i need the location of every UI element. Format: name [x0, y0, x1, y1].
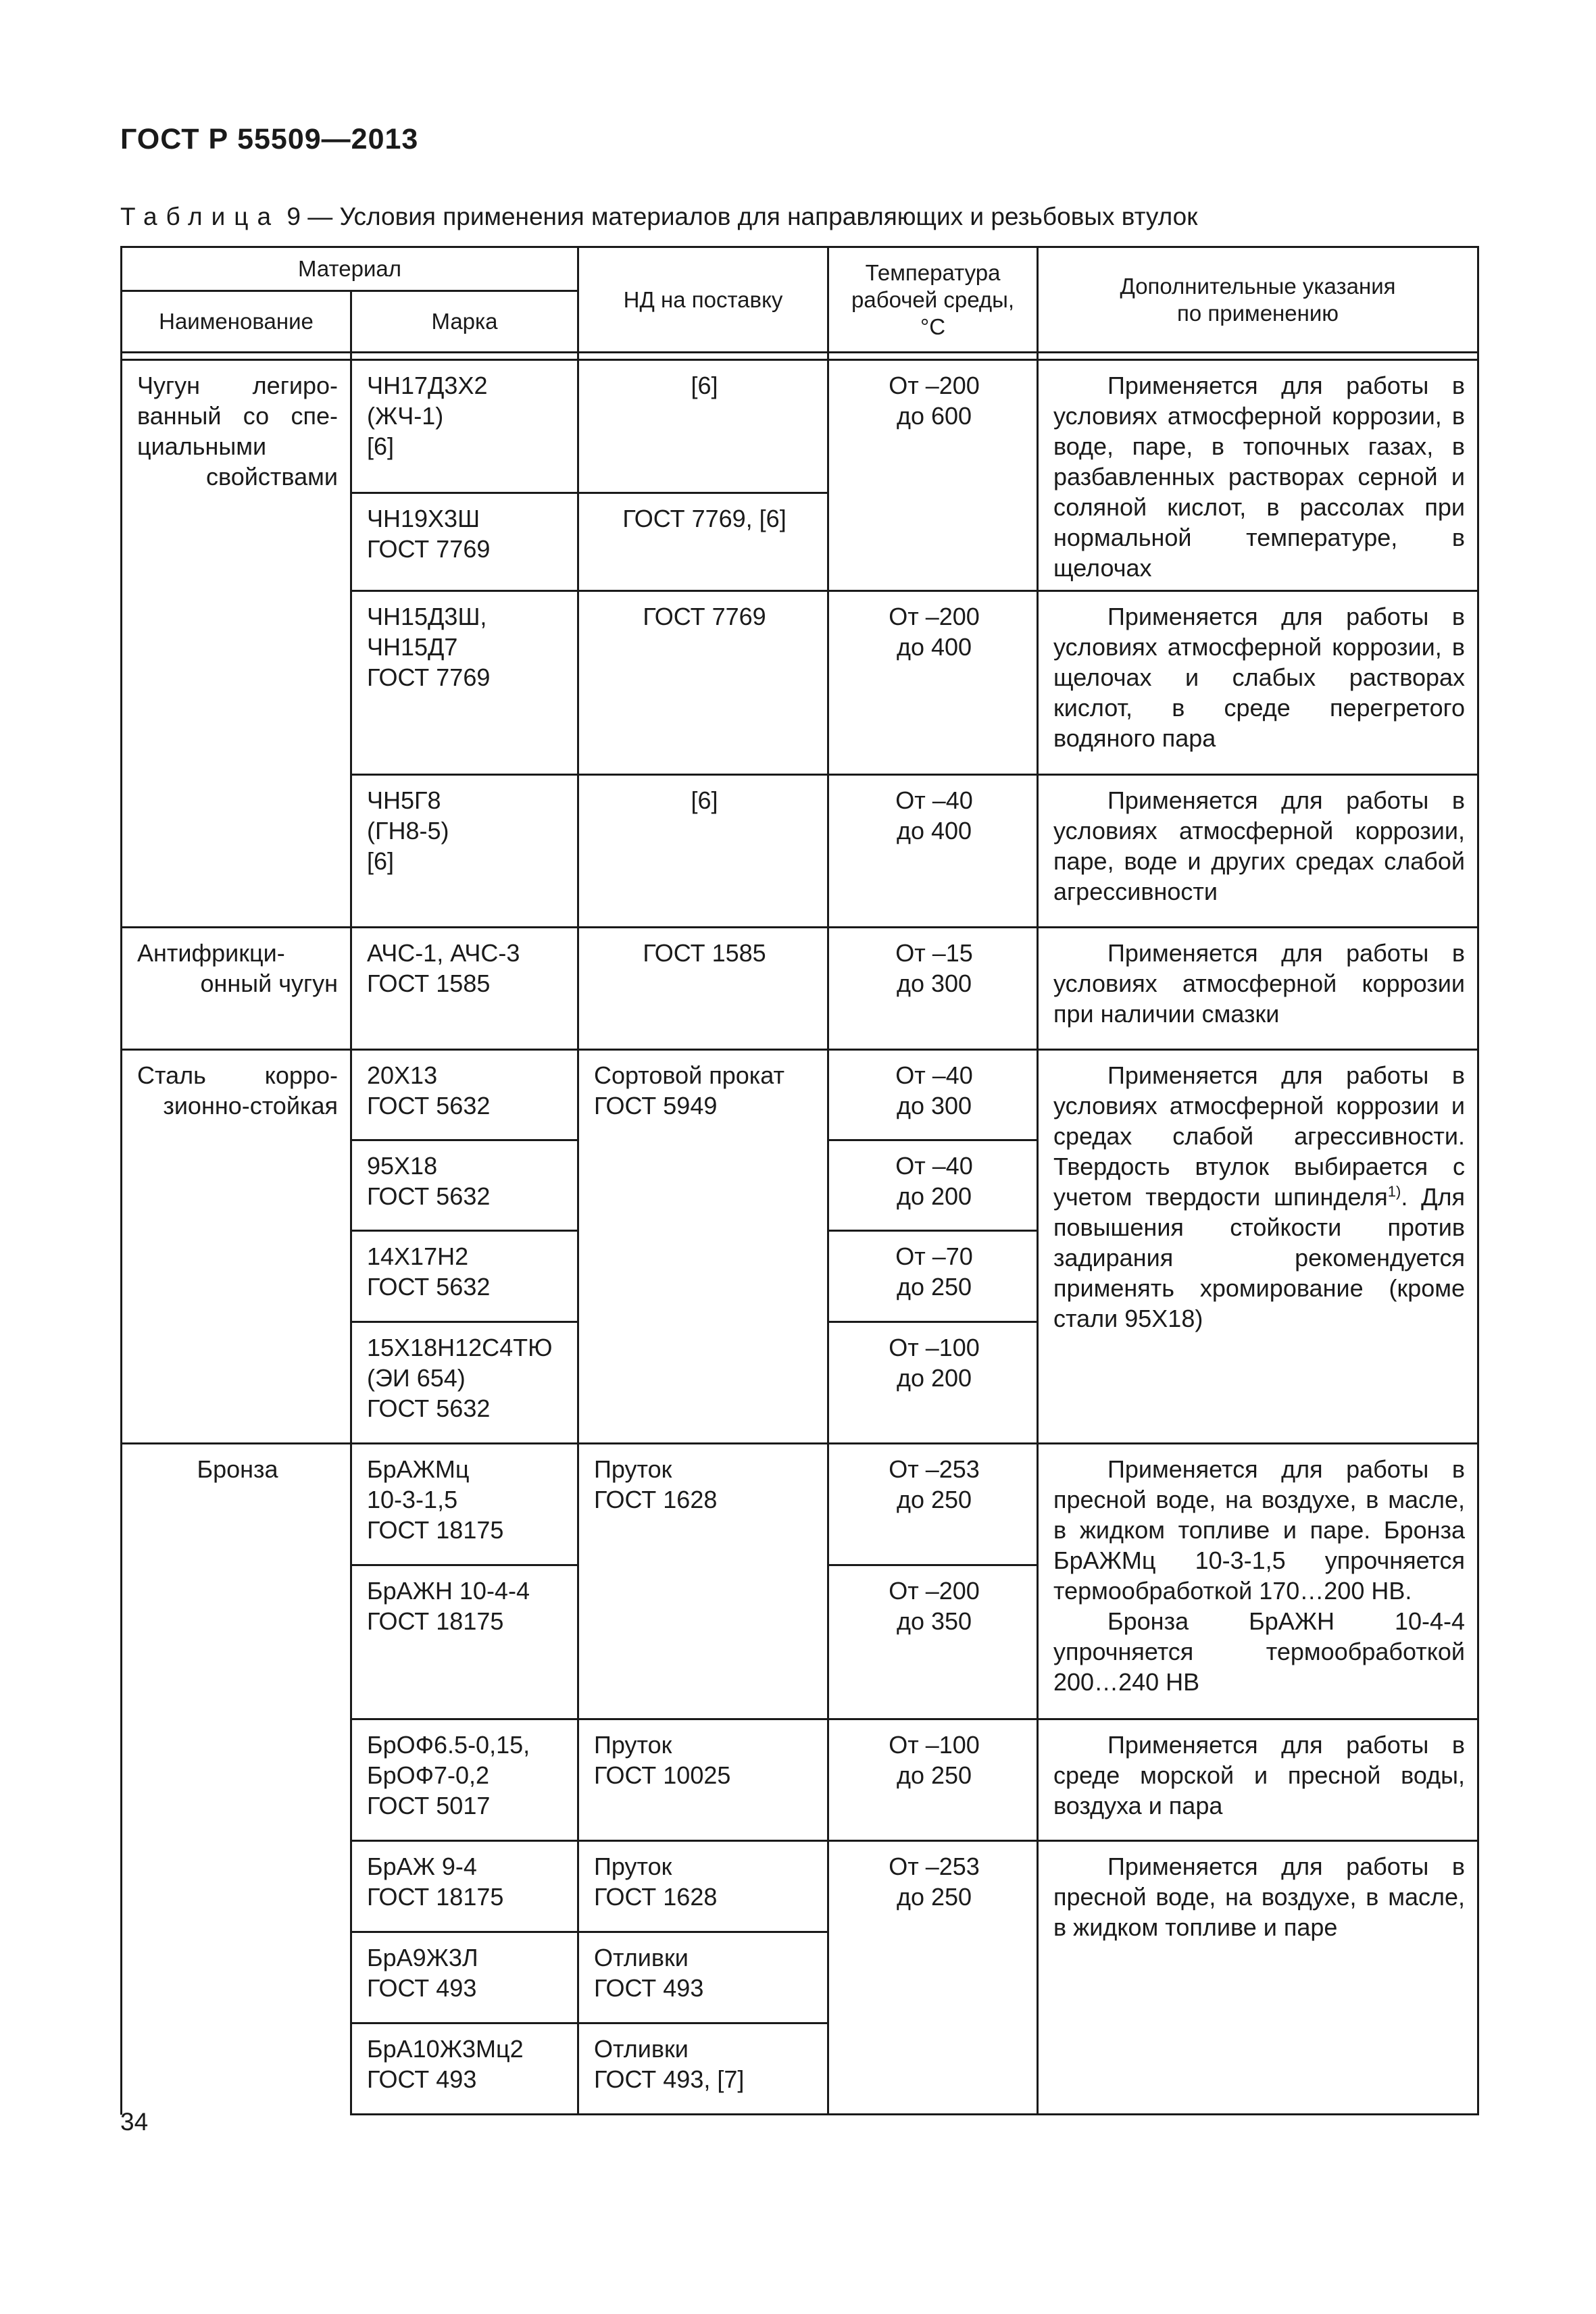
material-grade: 14Х17Н2 ГОСТ 5632 — [351, 1231, 578, 1322]
supply-standard: [6] — [578, 775, 828, 928]
material-grade: БрА10Ж3Мц2 ГОСТ 493 — [351, 2023, 578, 2115]
temperature-range: От –70 до 250 — [828, 1231, 1038, 1322]
material-grade: ЧН5Г8 (ГН8-5) [6] — [351, 775, 578, 928]
supply-standard: Пруток ГОСТ 1628 — [578, 1841, 828, 1932]
material-grade: ЧН17Д3Х2 (ЖЧ-1) [6] — [351, 360, 578, 493]
header-separator — [122, 353, 351, 360]
application-notes: Применяется для работы в условиях атмосферной коррозии, паре, воде и других средах слабой агрессивности — [1038, 775, 1478, 928]
temperature-range: От –200 до 350 — [828, 1565, 1038, 1719]
application-notes: Применяется для работы в условиях атмосферной коррозии, в щелочах и слабых растворах кислот, в среде перегретого водяного пара — [1038, 591, 1478, 775]
supply-standard: ГОСТ 1585 — [578, 928, 828, 1050]
supply-standard: ГОСТ 7769, [6] — [578, 493, 828, 590]
temperature-range: От –253 до 250 — [828, 1444, 1038, 1565]
supply-standard: Пруток ГОСТ 1628 — [578, 1444, 828, 1719]
table-row — [122, 360, 1478, 493]
temperature-range: От –40 до 400 — [828, 775, 1038, 928]
header-nd: НД на поставку — [578, 247, 828, 353]
supply-standard: [6] — [578, 360, 828, 493]
document-title: ГОСТ Р 55509—2013 — [120, 123, 419, 155]
table-row — [122, 1444, 1478, 1565]
table-caption — [120, 203, 1197, 231]
application-notes: Применяется для работы в среде морской и пресной воды, воздуха и пара — [1038, 1719, 1478, 1841]
material-grade: 95Х18 ГОСТ 5632 — [351, 1140, 578, 1231]
temperature-range: От –100 до 200 — [828, 1322, 1038, 1444]
temperature-range: От –200 до 600 — [828, 360, 1038, 591]
page-number: 34 — [120, 2108, 149, 2136]
material-grade: 15Х18Н12С4ТЮ (ЭИ 654) ГОСТ 5632 — [351, 1322, 578, 1444]
application-notes: Применяется для работы в пресной воде, на воздухе, в масле, в жидком топливе и паре — [1038, 1841, 1478, 2115]
header-name: Наименование — [122, 291, 351, 353]
application-notes: Применяется для работы в условиях атмосферной коррозии и средах слабой агрессивности. Твердость втулок выбирается с учетом твердости шпинделя$^{1)}$. Для повышения стойкости против задирания рекомендуется применять хромирование (кроме стали 95Х18) — [1038, 1050, 1478, 1444]
materials-table — [120, 246, 1479, 2115]
application-notes: Применяется для работы в условиях атмосферной коррозии при наличии смазки — [1038, 928, 1478, 1050]
material-name: Бронза — [122, 1444, 351, 2115]
temperature-range: От –15 до 300 — [828, 928, 1038, 1050]
material-grade: 20Х13 ГОСТ 5632 — [351, 1050, 578, 1140]
temperature-range: От –100 до 250 — [828, 1719, 1038, 1841]
table-row — [122, 1050, 1478, 1140]
table-caption-prefix: Таблица — [120, 203, 280, 230]
material-grade: ЧН19Х3Ш ГОСТ 7769 — [351, 493, 578, 590]
supply-standard: Отливки ГОСТ 493, [7] — [578, 2023, 828, 2115]
application-notes: Применяется для работы в условиях атмосферной коррозии, в воде, паре, в топочных газах, в разбавленных растворах серной и соляной кислот, в рассолах при нормальной температуре, в щелочах — [1038, 360, 1478, 591]
temperature-range: От –200 до 400 — [828, 591, 1038, 775]
table-caption-text: 9 — Условия применения материалов для направляющих и резьбовых втулок — [286, 203, 1198, 230]
header-temperature: Температура рабочей среды, °С — [828, 247, 1038, 353]
material-name: Чугун легированный со специальными свойствами — [122, 360, 351, 928]
application-notes: Применяется для работы в пресной воде, на воздухе, в масле, в жидком топливе и паре. Бронза БрАЖМц 10-3-1,5 упрочняется термообработкой 170…200 НВ. Бронза БрАЖН 10-4-4 упрочняется термообработкой 200…240 НВ — [1038, 1444, 1478, 1719]
header-notes: Дополнительные указания по применению — [1038, 247, 1478, 353]
supply-standard: Пруток ГОСТ 10025 — [578, 1719, 828, 1841]
material-grade: БрАЖМц 10-3-1,5 ГОСТ 18175 — [351, 1444, 578, 1565]
supply-standard: Сортовой прокат ГОСТ 5949 — [578, 1050, 828, 1444]
supply-standard: Отливки ГОСТ 493 — [578, 1932, 828, 2023]
material-name: Антифрикционный чугун — [122, 928, 351, 1050]
header-material: Материал — [122, 247, 578, 291]
material-grade: БрА9Ж3Л ГОСТ 493 — [351, 1932, 578, 2023]
temperature-range: От –253 до 250 — [828, 1841, 1038, 2115]
supply-standard: ГОСТ 7769 — [578, 591, 828, 775]
temperature-range: От –40 до 300 — [828, 1050, 1038, 1140]
material-grade: БрАЖ 9-4 ГОСТ 18175 — [351, 1841, 578, 1932]
material-name: Сталь коррозионно-стойкая — [122, 1050, 351, 1444]
material-grade: БрАЖН 10-4-4 ГОСТ 18175 — [351, 1565, 578, 1719]
material-grade: БрОФ6.5-0,15, БрОФ7-0,2 ГОСТ 5017 — [351, 1719, 578, 1841]
material-grade: АЧС-1, АЧС-3 ГОСТ 1585 — [351, 928, 578, 1050]
temperature-range: От –40 до 200 — [828, 1140, 1038, 1231]
table-row — [122, 928, 1478, 1050]
header-grade: Марка — [351, 291, 578, 353]
material-grade: ЧН15Д3Ш, ЧН15Д7 ГОСТ 7769 — [351, 591, 578, 775]
